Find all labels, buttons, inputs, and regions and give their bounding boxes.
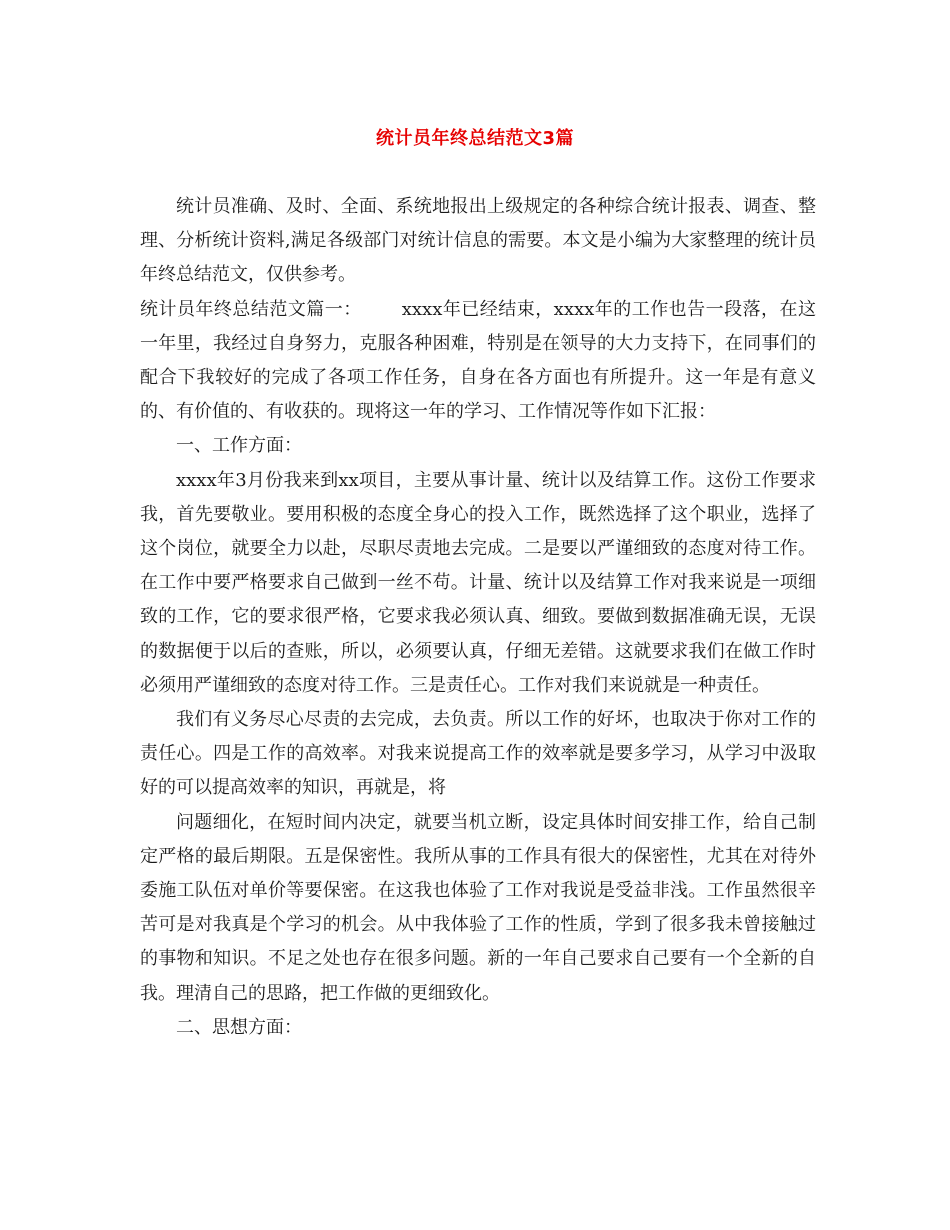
document-body [140, 190, 816, 1045]
section-one-paragraph [140, 293, 816, 430]
heading-thought: 二、思想方面： [176, 1016, 302, 1038]
intro-paragraph: 统计员准确、及时、全面、系统地报出上级规定的各种综合统计报表、调查、整理、分析统计资料,满足各级部门对统计信息的需要。本文是小编为大家整理的统计员年终总结范文，仅供参考。 [140, 196, 816, 286]
section-one-text: xxxx年已经结束，xxxx年的工作也告一段落，在这一年里，我经过自身努力，克服各种困难，特别是在领导的大力支持下，在同事们的配合下我较好的完成了各项工作任务，自身在各方面也有所提升。这一年是有意义的、有价值的、有收获的。现将这一年的学习、工作情况等作如下汇报： [140, 298, 817, 423]
work-paragraph-3: 问题细化，在短时间内决定，就要当机立断，设定具体时间安排工作，给自己制定严格的最后期限。五是保密性。我所从事的工作具有很大的保密性，尤其在对待外委施工队伍对单价等要保密。在这我也体验了工作对我说是受益非浅。工作虽然很辛苦可是对我真是个学习的机会。从中我体验了工作的性质，学到了很多我未曾接触过的事物和知识。不足之处也存在很多问题。新的一年自己要求自己要有一个全新的自我。理清自己的思路，把工作做的更细致化。 [140, 811, 816, 1004]
document-title: 统计员年终总结范文3篇 [375, 128, 575, 149]
work-paragraph-2: 我们有义务尽心尽责的去完成，去负责。所以工作的好坏，也取决于你对工作的责任心。四是工作的高效率。对我来说提高工作的效率就是要多学习，从学习中汲取好的可以提高效率的知识，再就是，将 [140, 709, 816, 799]
section-label: 统计员年终总结范文篇一： [140, 298, 362, 320]
heading-work: 一、工作方面： [176, 435, 302, 457]
work-paragraph-1: xxxx年3月份我来到xx项目，主要从事计量、统计以及结算工作。这份工作要求我，首先要敬业。要用积极的态度全身心的投入工作，既然选择了这个职业，选择了这个岗位，就要全力以赴，尽职尽责地去完成。二是要以严谨细致的态度对待工作。在工作中要严格要求自己做到一丝不苟。计量、统计以及结算工作对我来说是一项细致的工作，它的要求很严格，它要求我必须认真、细致。要做到数据准确无误，无误的数据便于以后的查账，所以，必须要认真，仔细无差错。这就要求我们在做工作时必须用严谨细致的态度对待工作。三是责任心。工作对我们来说就是一种责任。 [140, 469, 816, 696]
